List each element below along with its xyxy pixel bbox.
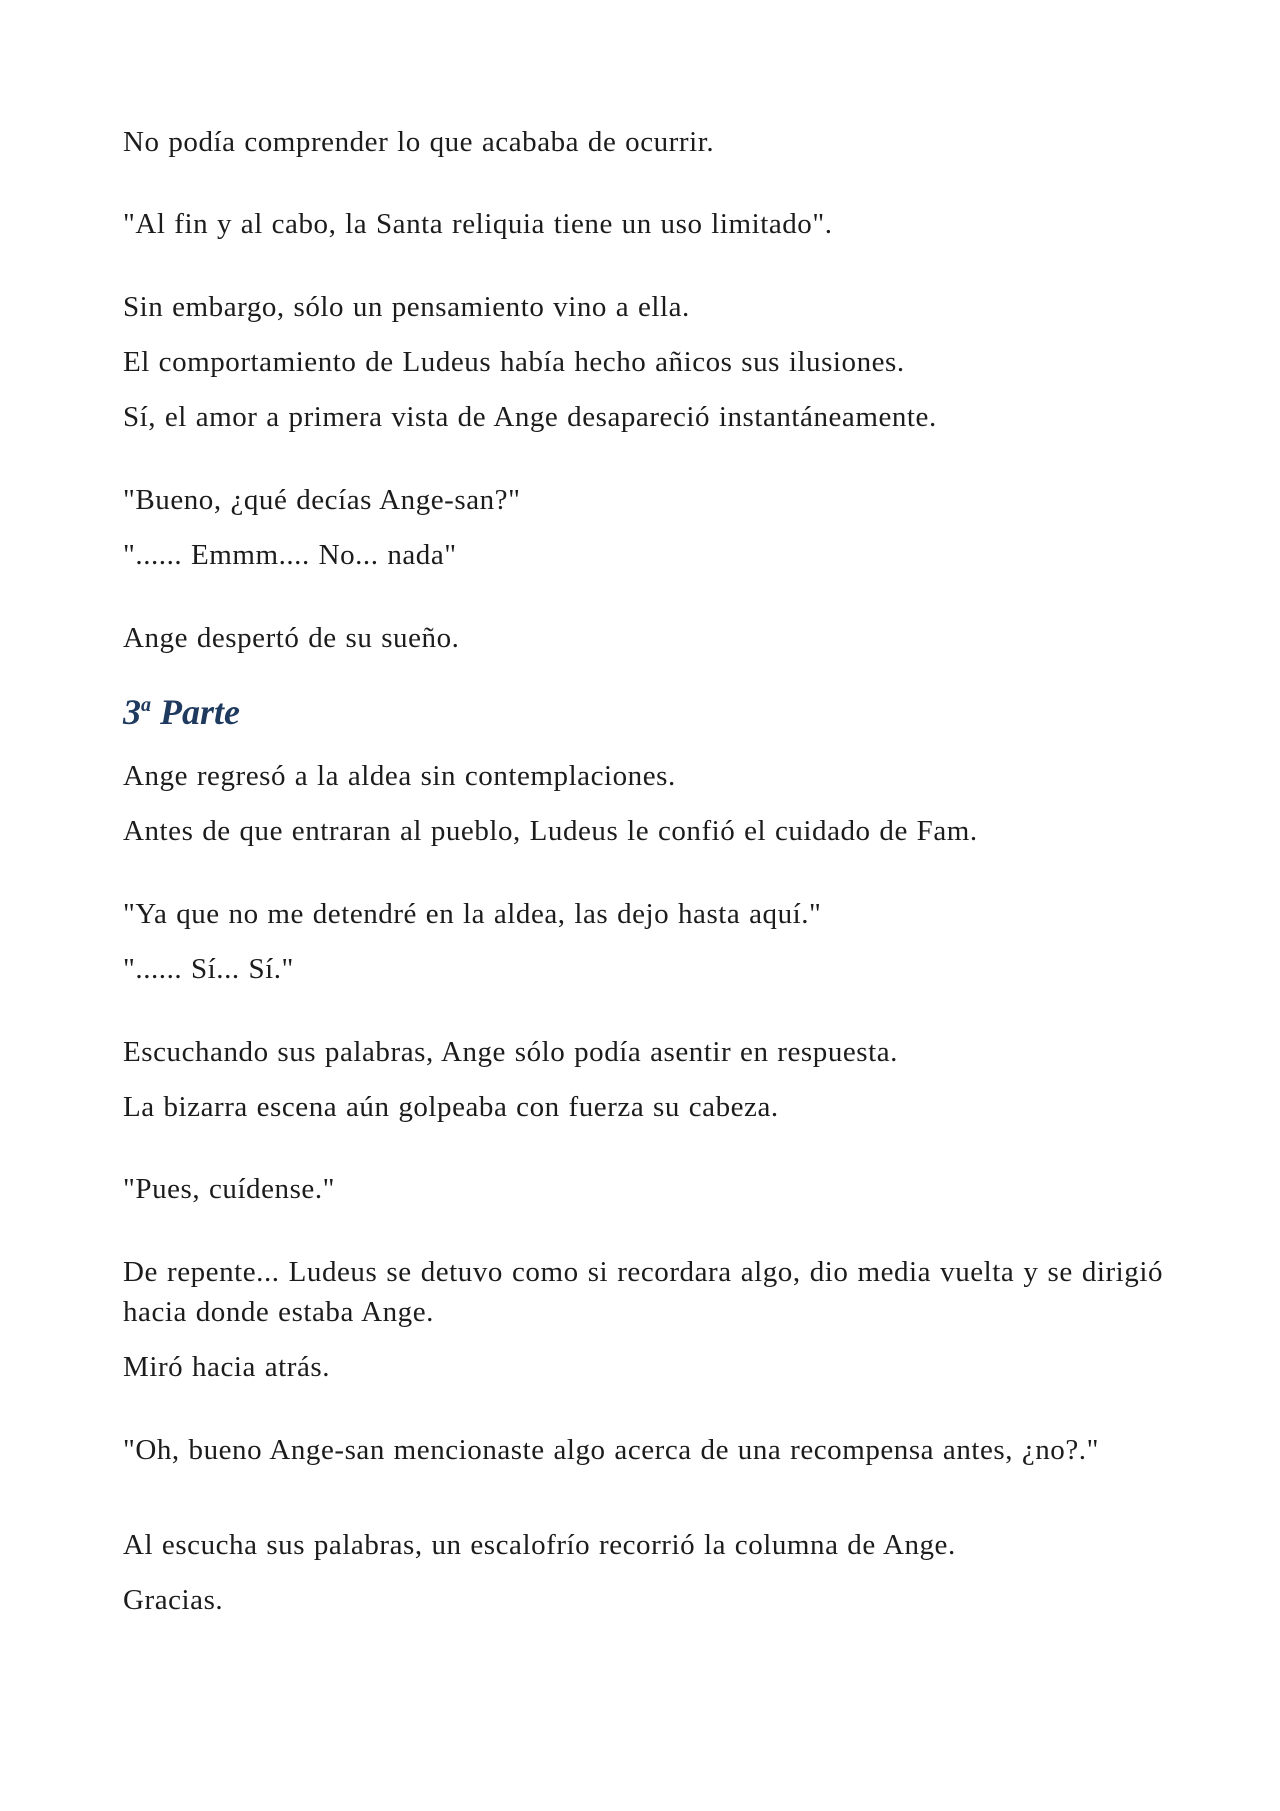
paragraph-wrapped: "Oh, bueno Ange-san mencionaste algo acerca de una recompensa antes, ¿no?." [123,1434,1099,1466]
paragraph-line: Sin embargo, sólo un pensamiento vino a ella. [123,291,690,323]
paragraph-line: No podía comprender lo que acababa de ocurrir. [123,126,715,158]
paragraph-line: "Pues, cuídense." [123,1173,336,1205]
paragraph-line: "...... Emmm.... No... nada" [123,539,457,571]
heading-ordinal: a [141,694,151,716]
paragraph-line: Al escucha sus palabras, un escalofrío recorrió la columna de Ange. [123,1529,956,1561]
paragraph-line: Escuchando sus palabras, Ange sólo podía asentir en respuesta. [123,1036,898,1068]
heading-number: 3 [123,692,141,732]
paragraph-line: Sí, el amor a primera vista de Ange desapareció instantáneamente. [123,401,937,433]
paragraph-line: La bizarra escena aún golpeaba con fuerza su cabeza. [123,1091,779,1123]
paragraph-line: "Bueno, ¿qué decías Ange-san?" [123,484,521,516]
paragraph-line: Ange despertó de su sueño. [123,622,460,654]
paragraph-line: Miró hacia atrás. [123,1351,331,1383]
section-heading [123,690,240,734]
heading-word: Parte [160,692,240,732]
paragraph-line: Gracias. [123,1584,224,1616]
paragraph-line: Antes de que entraran al pueblo, Ludeus le confió el cuidado de Fam. [123,815,978,847]
paragraph-line: "Al fin y al cabo, la Santa reliquia tiene un uso limitado". [123,208,833,240]
paragraph-line: "...... Sí... Sí." [123,953,294,985]
paragraph-line: El comportamiento de Ludeus había hecho añicos sus ilusiones. [123,346,905,378]
paragraph-line: "Ya que no me detendré en la aldea, las dejo hasta aquí." [123,898,822,930]
paragraph-wrapped: De repente... Ludeus se detuvo como si recordara algo, dio media vuelta y se dirigió hacia donde estaba Ange. [123,1256,1163,1328]
paragraph-line: Ange regresó a la aldea sin contemplaciones. [123,760,676,792]
